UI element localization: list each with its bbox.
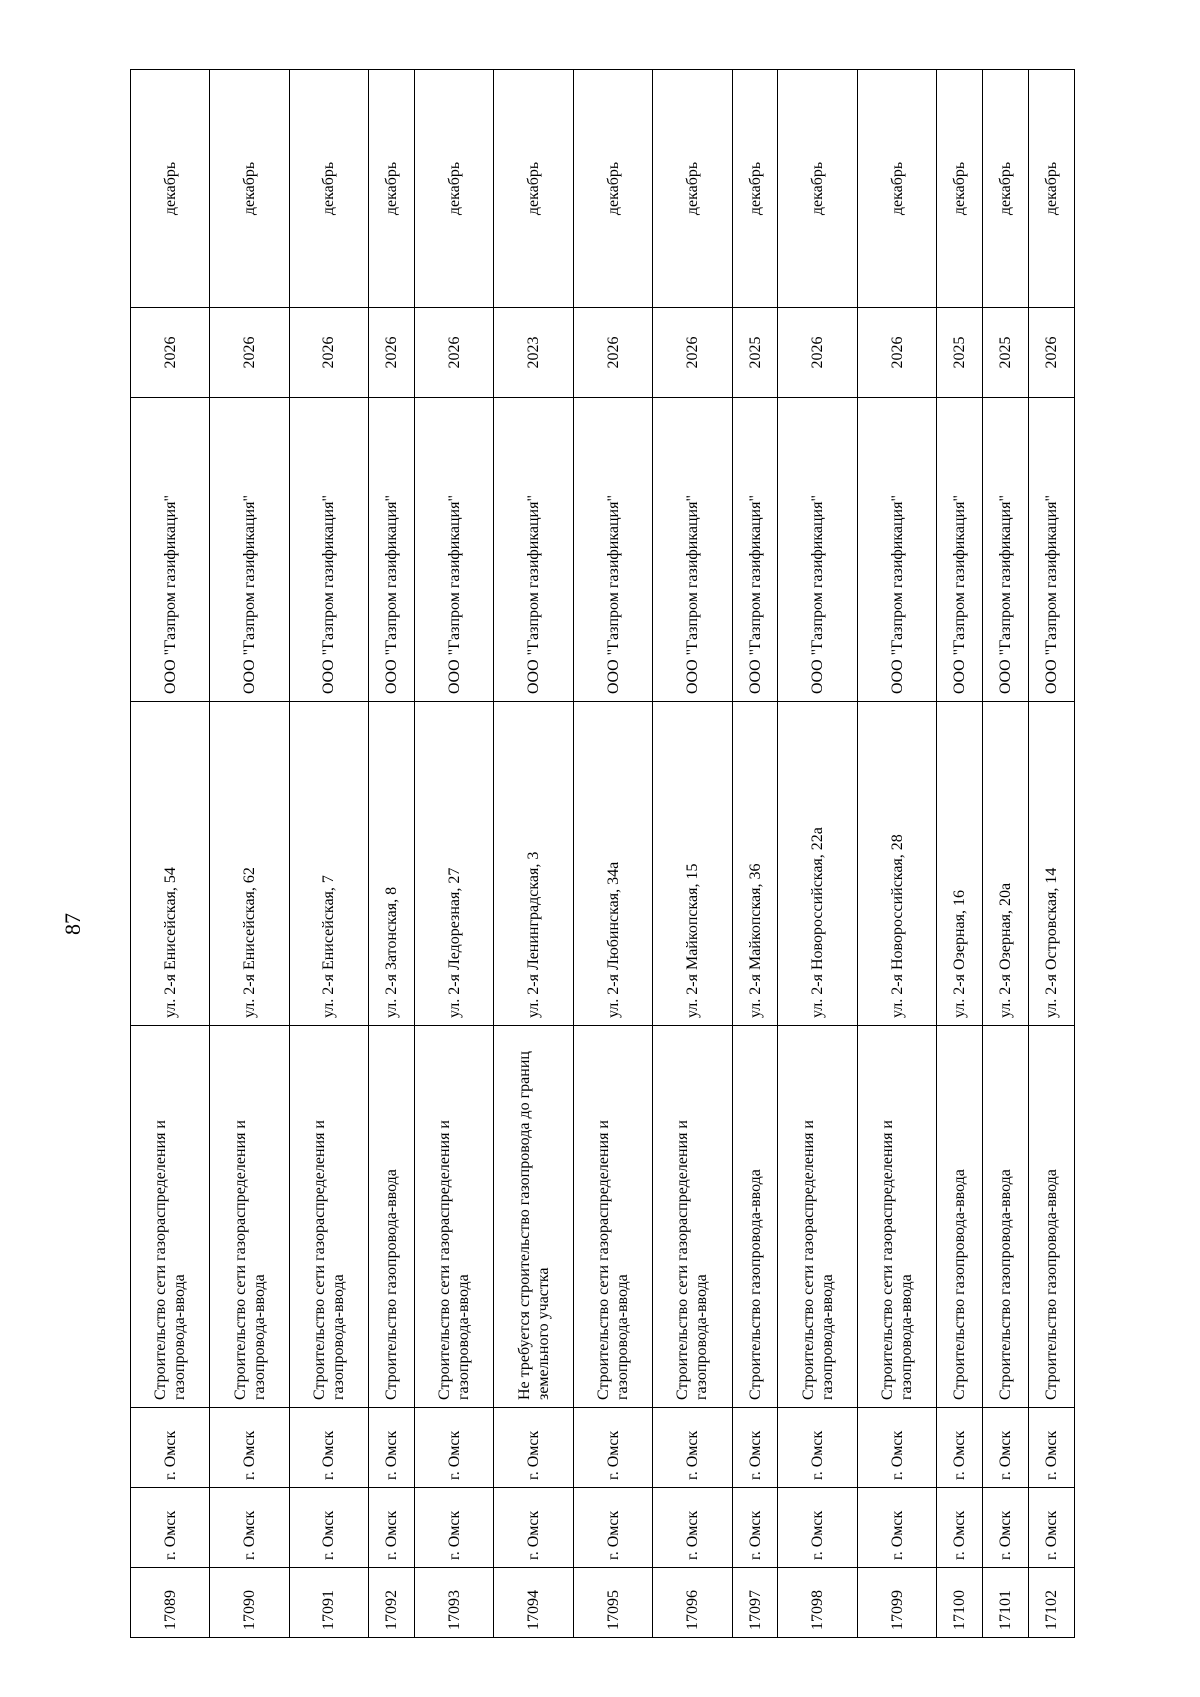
row-number-cell: 17099 — [857, 1568, 936, 1638]
month-cell: декабрь — [369, 70, 415, 308]
locality-cell: г. Омск — [937, 1408, 983, 1488]
work-type-cell: Не требуется строительство газопровода до границ земельного участка — [494, 1026, 573, 1408]
address-cell: ул. 2-я Ленинградская, 3 — [494, 702, 573, 1026]
table-row — [937, 70, 983, 1638]
district-cell: г. Омск — [983, 1488, 1029, 1568]
operator-cell: ООО "Газпром газификация" — [732, 398, 778, 702]
row-number-cell: 17100 — [937, 1568, 983, 1638]
work-type-cell: Строительство газопровода-ввода — [732, 1026, 778, 1408]
row-number-cell: 17091 — [289, 1568, 368, 1638]
row-number-cell: 17097 — [732, 1568, 778, 1638]
address-cell: ул. 2-я Озерная, 16 — [937, 702, 983, 1026]
operator-cell: ООО "Газпром газификация" — [857, 398, 936, 702]
work-type-cell: Строительство сети газораспределения и газопровода-ввода — [415, 1026, 494, 1408]
year-cell: 2026 — [289, 308, 368, 398]
locality-cell: г. Омск — [131, 1408, 210, 1488]
year-cell: 2026 — [131, 308, 210, 398]
locality-cell: г. Омск — [573, 1408, 652, 1488]
operator-cell: ООО "Газпром газификация" — [778, 398, 857, 702]
district-cell: г. Омск — [653, 1488, 732, 1568]
address-cell: ул. 2-я Затонская, 8 — [369, 702, 415, 1026]
table-row — [415, 70, 494, 1638]
row-number-cell: 17101 — [983, 1568, 1029, 1638]
year-cell: 2026 — [778, 308, 857, 398]
gasification-schedule-table — [130, 69, 1075, 1638]
month-cell: декабрь — [653, 70, 732, 308]
table-row — [778, 70, 857, 1638]
work-type-cell: Строительство сети газораспределения и газопровода-ввода — [131, 1026, 210, 1408]
address-cell: ул. 2-я Озерная, 20а — [983, 702, 1029, 1026]
locality-cell: г. Омск — [1029, 1408, 1075, 1488]
address-cell: ул. 2-я Майкопская, 36 — [732, 702, 778, 1026]
year-cell: 2026 — [573, 308, 652, 398]
district-cell: г. Омск — [1029, 1488, 1075, 1568]
operator-cell: ООО "Газпром газификация" — [289, 398, 368, 702]
address-cell: ул. 2-я Енисейская, 54 — [131, 702, 210, 1026]
operator-cell: ООО "Газпром газификация" — [937, 398, 983, 702]
work-type-cell: Строительство сети газораспределения и газопровода-ввода — [653, 1026, 732, 1408]
district-cell: г. Омск — [937, 1488, 983, 1568]
month-cell: декабрь — [494, 70, 573, 308]
year-cell: 2023 — [494, 308, 573, 398]
operator-cell: ООО "Газпром газификация" — [131, 398, 210, 702]
table-row — [210, 70, 289, 1638]
district-cell: г. Омск — [573, 1488, 652, 1568]
work-type-cell: Строительство газопровода-ввода — [937, 1026, 983, 1408]
locality-cell: г. Омск — [369, 1408, 415, 1488]
year-cell: 2026 — [653, 308, 732, 398]
month-cell: декабрь — [573, 70, 652, 308]
district-cell: г. Омск — [289, 1488, 368, 1568]
locality-cell: г. Омск — [778, 1408, 857, 1488]
work-type-cell: Строительство сети газораспределения и газопровода-ввода — [210, 1026, 289, 1408]
district-cell: г. Омск — [210, 1488, 289, 1568]
table-row — [494, 70, 573, 1638]
locality-cell: г. Омск — [494, 1408, 573, 1488]
work-type-cell: Строительство газопровода-ввода — [983, 1026, 1029, 1408]
locality-cell: г. Омск — [210, 1408, 289, 1488]
table-row — [289, 70, 368, 1638]
work-type-cell: Строительство сети газораспределения и газопровода-ввода — [778, 1026, 857, 1408]
locality-cell: г. Омск — [653, 1408, 732, 1488]
month-cell: декабрь — [983, 70, 1029, 308]
district-cell: г. Омск — [415, 1488, 494, 1568]
operator-cell: ООО "Газпром газификация" — [1029, 398, 1075, 702]
address-cell: ул. 2-я Енисейская, 7 — [289, 702, 368, 1026]
month-cell: декабрь — [937, 70, 983, 308]
operator-cell: ООО "Газпром газификация" — [415, 398, 494, 702]
work-type-cell: Строительство газопровода-ввода — [1029, 1026, 1075, 1408]
row-number-cell: 17096 — [653, 1568, 732, 1638]
district-cell: г. Омск — [131, 1488, 210, 1568]
year-cell: 2026 — [369, 308, 415, 398]
locality-cell: г. Омск — [289, 1408, 368, 1488]
year-cell: 2025 — [983, 308, 1029, 398]
row-number-cell: 17102 — [1029, 1568, 1075, 1638]
row-number-cell: 17095 — [573, 1568, 652, 1638]
row-number-cell: 17090 — [210, 1568, 289, 1638]
district-cell: г. Омск — [857, 1488, 936, 1568]
table-row — [131, 70, 210, 1638]
operator-cell: ООО "Газпром газификация" — [369, 398, 415, 702]
rotated-table-container — [130, 70, 1075, 1638]
row-number-cell: 17094 — [494, 1568, 573, 1638]
operator-cell: ООО "Газпром газификация" — [653, 398, 732, 702]
table-row — [1029, 70, 1075, 1638]
locality-cell: г. Омск — [732, 1408, 778, 1488]
year-cell: 2026 — [1029, 308, 1075, 398]
locality-cell: г. Омск — [983, 1408, 1029, 1488]
operator-cell: ООО "Газпром газификация" — [983, 398, 1029, 702]
work-type-cell: Строительство газопровода-ввода — [369, 1026, 415, 1408]
table-row — [857, 70, 936, 1638]
district-cell: г. Омск — [732, 1488, 778, 1568]
year-cell: 2026 — [210, 308, 289, 398]
operator-cell: ООО "Газпром газификация" — [494, 398, 573, 702]
address-cell: ул. 2-я Енисейская, 62 — [210, 702, 289, 1026]
district-cell: г. Омск — [369, 1488, 415, 1568]
locality-cell: г. Омск — [857, 1408, 936, 1488]
row-number-cell: 17098 — [778, 1568, 857, 1638]
table-row — [369, 70, 415, 1638]
table-row — [983, 70, 1029, 1638]
address-cell: ул. 2-я Новороссийская, 22а — [778, 702, 857, 1026]
table-row — [653, 70, 732, 1638]
operator-cell: ООО "Газпром газификация" — [573, 398, 652, 702]
table-row — [732, 70, 778, 1638]
month-cell: декабрь — [210, 70, 289, 308]
work-type-cell: Строительство сети газораспределения и газопровода-ввода — [573, 1026, 652, 1408]
address-cell: ул. 2-я Новороссийская, 28 — [857, 702, 936, 1026]
table-row — [573, 70, 652, 1638]
month-cell: декабрь — [857, 70, 936, 308]
month-cell: декабрь — [289, 70, 368, 308]
district-cell: г. Омск — [494, 1488, 573, 1568]
year-cell: 2025 — [732, 308, 778, 398]
page-number: 87 — [60, 913, 85, 935]
year-cell: 2026 — [857, 308, 936, 398]
month-cell: декабрь — [131, 70, 210, 308]
operator-cell: ООО "Газпром газификация" — [210, 398, 289, 702]
address-cell: ул. 2-я Любинская, 34а — [573, 702, 652, 1026]
address-cell: ул. 2-я Ледорезная, 27 — [415, 702, 494, 1026]
district-cell: г. Омск — [778, 1488, 857, 1568]
address-cell: ул. 2-я Островская, 14 — [1029, 702, 1075, 1026]
month-cell: декабрь — [778, 70, 857, 308]
row-number-cell: 17093 — [415, 1568, 494, 1638]
locality-cell: г. Омск — [415, 1408, 494, 1488]
month-cell: декабрь — [1029, 70, 1075, 308]
month-cell: декабрь — [415, 70, 494, 308]
year-cell: 2026 — [415, 308, 494, 398]
address-cell: ул. 2-я Майкопская, 15 — [653, 702, 732, 1026]
row-number-cell: 17092 — [369, 1568, 415, 1638]
row-number-cell: 17089 — [131, 1568, 210, 1638]
month-cell: декабрь — [732, 70, 778, 308]
work-type-cell: Строительство сети газораспределения и газопровода-ввода — [289, 1026, 368, 1408]
work-type-cell: Строительство сети газораспределения и газопровода-ввода — [857, 1026, 936, 1408]
year-cell: 2025 — [937, 308, 983, 398]
